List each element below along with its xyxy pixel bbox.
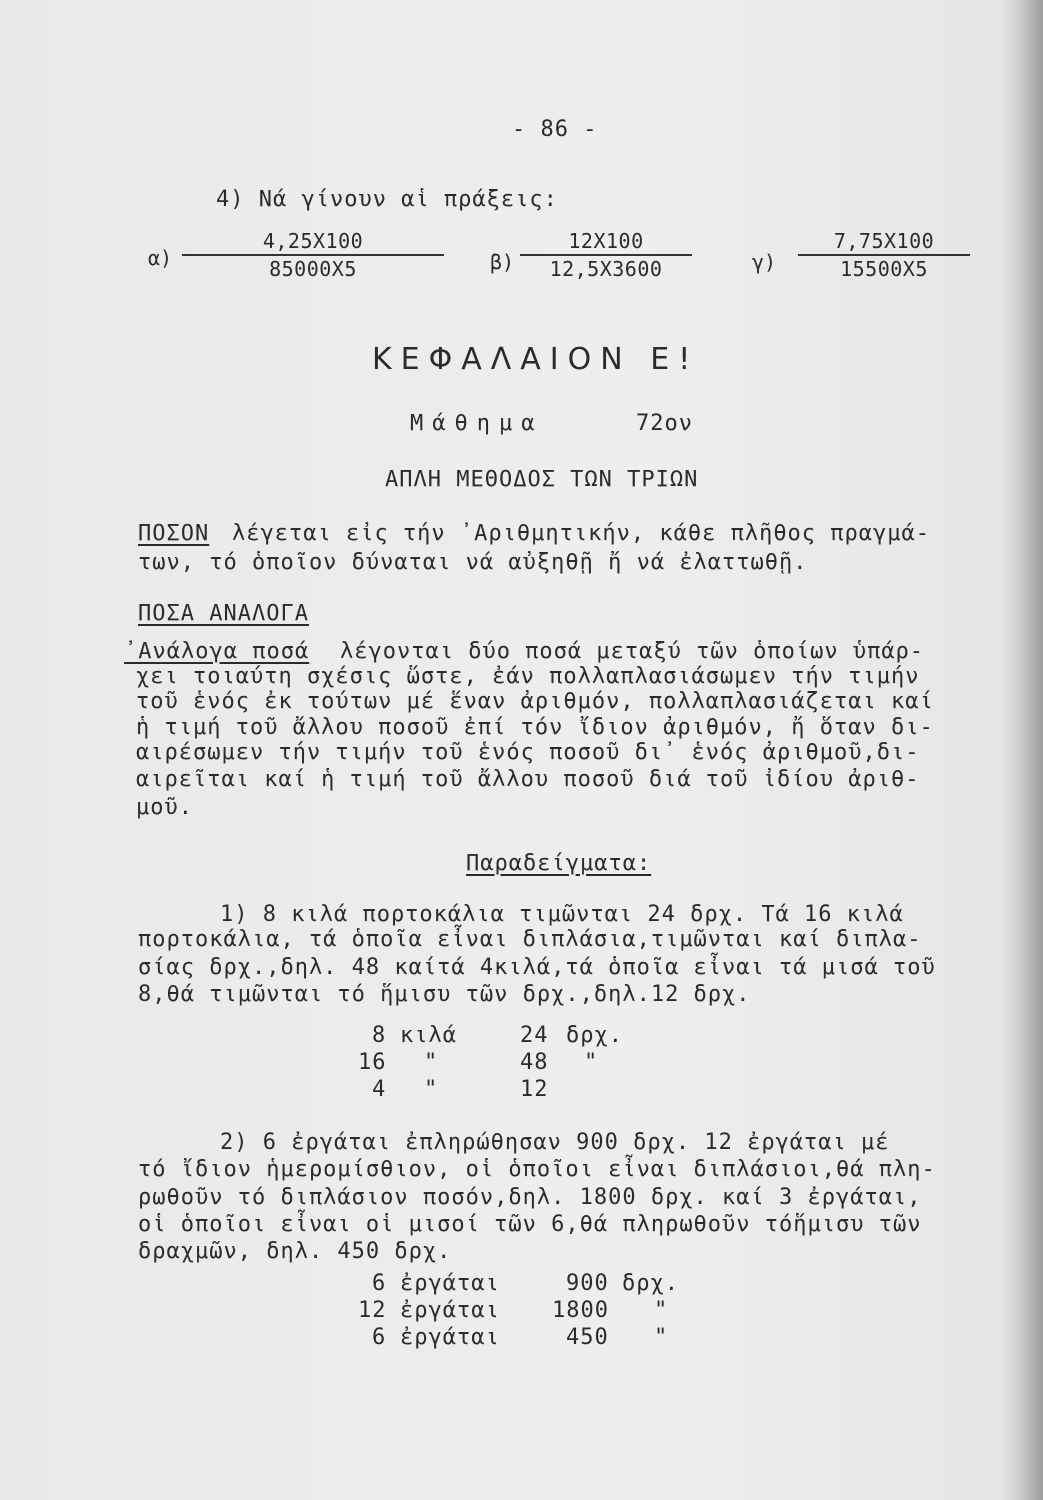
fraction-c-denominator: 15500X5 (840, 257, 928, 281)
lesson-word: Μάθημα (410, 411, 544, 436)
fraction-a-numerator: 4,25X100 (182, 229, 444, 256)
analoga-line-1: λέγονται δύο ποσά μεταξύ τῶν ὁποίων ὑπάρ- (340, 639, 925, 664)
exercise-intro: 4) Νά γίνουν αἱ πράξεις: (216, 187, 558, 212)
fraction-c-label: γ) (752, 250, 777, 274)
lesson-number: 72ον (636, 411, 693, 436)
table-cell: 12 (520, 1077, 549, 1102)
table-cell: 6 (372, 1271, 387, 1296)
example1-line-4: 8,θά τιμῶνται τό ἥμισυ τῶν δρχ.,δηλ.12 δρχ. (138, 982, 751, 1007)
table-cell: ἐργάται (400, 1298, 500, 1323)
table-cell: 6 (372, 1325, 387, 1350)
page-number: - 86 - (512, 117, 598, 142)
fraction-b-numerator: 12X100 (520, 229, 692, 256)
analoga-line-4: ἡ τιμή τοῦ ἄλλου ποσοῦ ἐπί τόν ἴδιον ἀριθμόν, ἤ ὅταν δι- (136, 715, 934, 740)
table-cell: " (584, 1050, 599, 1075)
table-cell: 8 (372, 1023, 387, 1048)
analoga-line-6: αιρεῖται καί ἡ τιμή τοῦ ἄλλου ποσοῦ διά τοῦ ἰδίου ἀριθ- (136, 767, 920, 792)
table-cell: " (424, 1050, 439, 1075)
poson-line-1: λέγεται εἰς τήν ᾽Αριθμητικήν, κάθε πλῆθος πραγμά- (232, 521, 931, 546)
fraction-b-denominator: 12,5X3600 (549, 257, 663, 281)
poson-term: ΠΟΣΟΝ (138, 521, 210, 546)
example2-line-4: οἱ ὁποῖοι εἶναι οἱ μισοί τῶν 6,θά πληρωθοῦν τόἥμισυ τῶν (138, 1212, 922, 1237)
table-cell: δρχ. (622, 1271, 679, 1296)
table-cell: 12 (358, 1298, 387, 1323)
fraction-a-label: α) (148, 246, 173, 270)
analoga-term: ᾽Ανάλογα ποσά (124, 639, 310, 664)
example2-line-2: τό ἴδιον ἡμερομίσθιον, οἱ ὁποῖοι εἶναι διπλάσιοι,θά πλη- (138, 1157, 936, 1182)
table-cell: κιλά (400, 1023, 457, 1048)
fraction-b-label: β) (490, 250, 515, 274)
example1-line-2: πορτοκάλια, τά ὁποῖα εἶναι διπλάσια,τιμῶνται καί διπλα- (138, 927, 922, 952)
example1-line-1: 1) 8 κιλά πορτοκάλια τιμῶνται 24 δρχ. Τά 16 κιλά (220, 902, 904, 927)
fraction-a (182, 229, 444, 281)
table-cell: 48 (520, 1050, 549, 1075)
table-cell: δρχ. (566, 1023, 623, 1048)
poson-line-2: των, τό ὁποῖον δύναται νά αὐξηθῇ ἤ νά ἐλαττωθῇ. (138, 550, 808, 575)
table-cell: 1800 (552, 1298, 609, 1323)
table-cell: 16 (358, 1050, 387, 1075)
example2-line-1: 2) 6 ἐργάται ἐπληρώθησαν 900 δρχ. 12 ἐργάται μέ (220, 1130, 890, 1155)
example2-line-5: δραχμῶν, δηλ. 450 δρχ. (138, 1239, 452, 1264)
table-cell: 900 (566, 1271, 609, 1296)
fraction-c-numerator: 7,75X100 (798, 229, 970, 256)
table-cell: " (654, 1325, 669, 1350)
fraction-a-denominator: 85000X5 (269, 257, 357, 281)
analoga-line-5: αιρέσωμεν τήν τιμήν τοῦ ἑνός ποσοῦ δι᾽ ἑνός ἀριθμοῦ,δι- (136, 740, 920, 765)
analoga-heading: ΠΟΣΑ ΑΝΑΛΟΓΑ (138, 601, 309, 626)
section-title: ΑΠΛΗ ΜΕΘΟΔΟΣ ΤΩΝ ΤΡΙΩΝ (385, 467, 699, 492)
analoga-line-7: μοῦ. (136, 795, 193, 820)
example2-line-3: ρωθοῦν τό διπλάσιον ποσόν,δηλ. 1800 δρχ. καί 3 ἐργάται, (138, 1185, 922, 1210)
chapter-title: ΚΕΦΑΛΑΙΟΝ Ε! (372, 342, 700, 377)
table-cell: " (424, 1077, 439, 1102)
table-cell: 24 (520, 1023, 549, 1048)
examples-heading: Παραδείγματα: (466, 851, 652, 876)
table-cell: ἐργάται (400, 1325, 500, 1350)
table-cell: 450 (566, 1325, 609, 1350)
analoga-line-3: τοῦ ἑνός ἐκ τούτων μέ ἕναν ἀριθμόν, πολλαπλασιάζεται καί (136, 689, 934, 714)
analoga-line-2: χει τοιαύτη σχέσις ὥστε, ἐάν πολλαπλασιάσωμεν τήν τιμήν (136, 664, 920, 689)
table-cell: 4 (372, 1077, 387, 1102)
fraction-c (798, 229, 970, 281)
table-cell: " (654, 1298, 669, 1323)
example1-line-3: σίας δρχ.,δηλ. 48 καίτά 4κιλά,τά ὁποῖα εἶναι τά μισά τοῦ (138, 955, 936, 980)
table-cell: ἐργάται (400, 1271, 500, 1296)
fraction-b (520, 229, 692, 281)
